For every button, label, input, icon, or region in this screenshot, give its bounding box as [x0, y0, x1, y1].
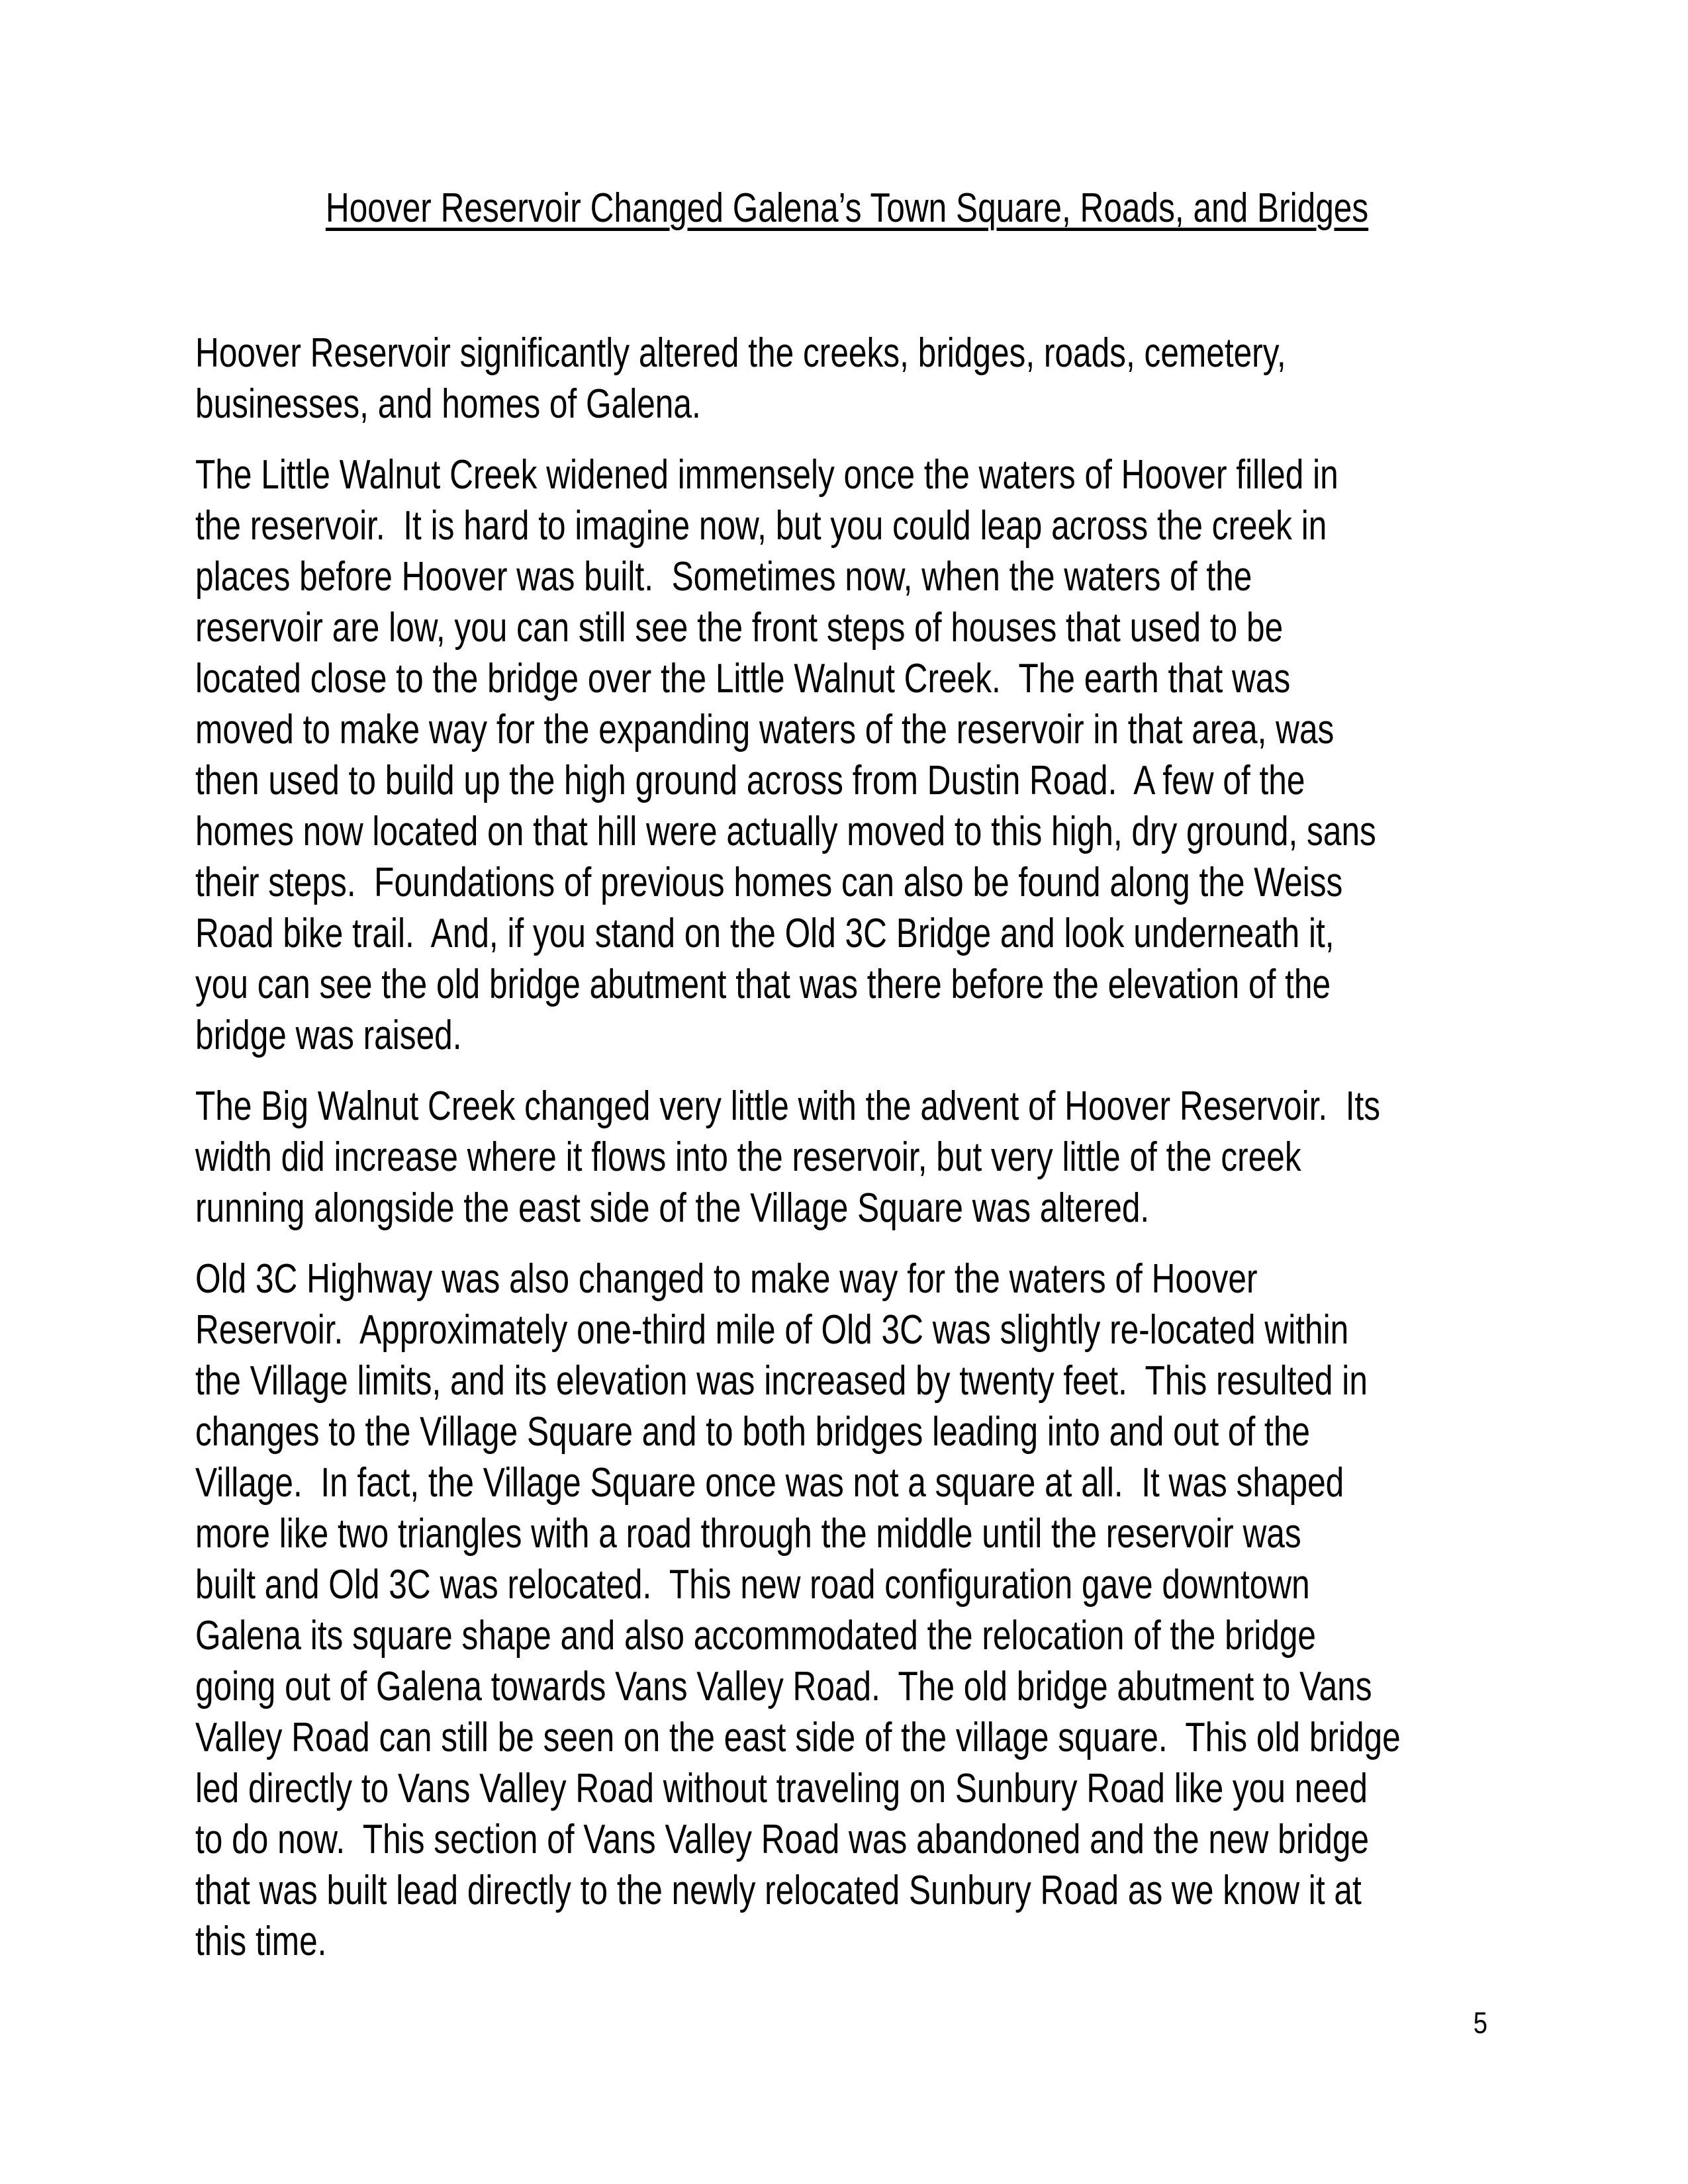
- paragraph-line: more like two triangles with a road through the middle until the reservoir was: [195, 1511, 1301, 1557]
- paragraph-line: the reservoir. It is hard to imagine now, but you could leap across the creek in: [195, 503, 1327, 549]
- paragraph: [195, 328, 1493, 430]
- paragraph-line: going out of Galena towards Vans Valley Road. The old bridge abutment to Vans: [195, 1664, 1372, 1709]
- paragraph-line: bridge was raised.: [195, 1013, 462, 1058]
- paragraph-line: that was built lead directly to the newly relocated Sunbury Road as we know it at: [195, 1868, 1362, 1913]
- page-title-text: Hoover Reservoir Changed Galena’s Town Square, Roads, and Bridges: [325, 185, 1369, 231]
- page-title: [195, 181, 1493, 236]
- paragraph-line: Village. In fact, the Village Square once was not a square at all. It was shaped: [195, 1460, 1344, 1506]
- paragraph-line: their steps. Foundations of previous homes can also be found along the Weiss: [195, 860, 1343, 905]
- paragraph-line: places before Hoover was built. Sometimes now, when the waters of the: [195, 554, 1252, 600]
- paragraph-line: changes to the Village Square and to both bridges leading into and out of the: [195, 1409, 1311, 1455]
- document-content: [195, 0, 1493, 1987]
- paragraph-line: The Big Walnut Creek changed very little with the advent of Hoover Reservoir. Its: [195, 1083, 1381, 1129]
- page-number: 5: [1473, 2006, 1487, 2040]
- paragraph-line: to do now. This section of Vans Valley Road was abandoned and the new bridge: [195, 1817, 1370, 1862]
- paragraph: [195, 449, 1493, 1061]
- paragraph-line: Galena its square shape and also accommodated the relocation of the bridge: [195, 1613, 1316, 1659]
- paragraph-line: led directly to Vans Valley Road without traveling on Sunbury Road like you need: [195, 1766, 1368, 1811]
- paragraph-line: width did increase where it flows into the reservoir, but very little of the creek: [195, 1134, 1301, 1180]
- paragraph-line: The Little Walnut Creek widened immensely once the waters of Hoover filled in: [195, 452, 1338, 498]
- paragraph-line: Valley Road can still be seen on the east side of the village square. This old bridge: [195, 1715, 1401, 1760]
- body-paragraphs: [195, 328, 1493, 1967]
- paragraph-line: running alongside the east side of the Village Square was altered.: [195, 1185, 1150, 1231]
- paragraph: [195, 1253, 1493, 1967]
- paragraph-line: businesses, and homes of Galena.: [195, 381, 701, 427]
- paragraph-line: Old 3C Highway was also changed to make way for the waters of Hoover: [195, 1256, 1258, 1302]
- paragraph-line: then used to build up the high ground across from Dustin Road. A few of the: [195, 758, 1305, 803]
- paragraph-line: located close to the bridge over the Little Walnut Creek. The earth that was: [195, 656, 1291, 702]
- paragraph-line: Hoover Reservoir significantly altered the creeks, bridges, roads, cemetery,: [195, 330, 1286, 376]
- paragraph-line: moved to make way for the expanding waters of the reservoir in that area, was: [195, 707, 1335, 752]
- paragraph-line: homes now located on that hill were actually moved to this high, dry ground, sans: [195, 809, 1376, 854]
- paragraph-line: you can see the old bridge abutment that was there before the elevation of the: [195, 962, 1331, 1007]
- paragraph-line: Road bike trail. And, if you stand on the Old 3C Bridge and look underneath it,: [195, 911, 1335, 956]
- paragraph-line: built and Old 3C was relocated. This new road configuration gave downtown: [195, 1562, 1310, 1608]
- paragraph-line: this time.: [195, 1919, 327, 1964]
- paragraph-line: reservoir are low, you can still see the front steps of houses that used to be: [195, 605, 1284, 651]
- paragraph: [195, 1081, 1493, 1234]
- paragraph-line: Reservoir. Approximately one-third mile of Old 3C was slightly re-located within: [195, 1307, 1349, 1353]
- paragraph-line: the Village limits, and its elevation was increased by twenty feet. This resulted in: [195, 1358, 1368, 1404]
